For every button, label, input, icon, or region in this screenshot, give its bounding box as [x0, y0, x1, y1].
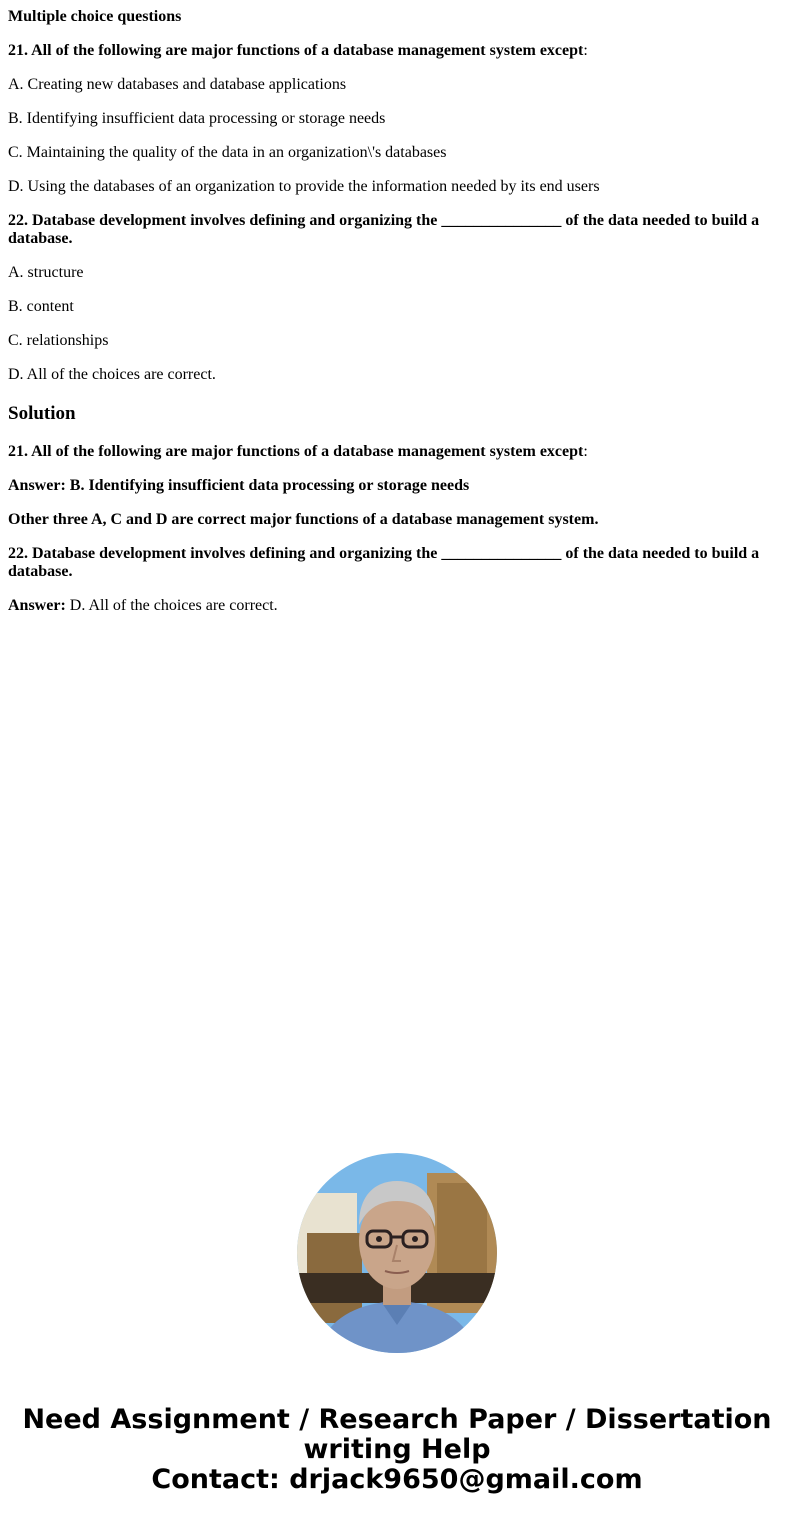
footer-line-2: writing Help [303, 1434, 491, 1465]
question-21-text: 21. All of the following are major functions of a database management system except [8, 42, 584, 59]
q21-option-b: B. Identifying insufficient data processing or storage needs [8, 110, 386, 127]
solution-q21-text: 21. All of the following are major functions of a database management system except [8, 443, 584, 460]
solution-heading: Solution [8, 403, 76, 424]
solution-q21-answer: Answer: B. Identifying insufficient data processing or storage needs [8, 477, 470, 494]
q22-option-b: B. content [8, 298, 74, 315]
heading: Multiple choice questions [8, 8, 182, 25]
avatar-photo [297, 1153, 497, 1353]
question-21 [8, 42, 786, 60]
question-22: 22. Database development involves defining and organizing the _______________ of the data needed to build a database. [8, 212, 760, 247]
footer-banner [0, 1405, 794, 1495]
solution-q22: 22. Database development involves defining and organizing the _______________ of the data needed to build a database. [8, 545, 760, 580]
solution-q22-answer [8, 597, 786, 615]
solution-q22-answer-text: D. All of the choices are correct. [65, 597, 278, 614]
solution-q21 [8, 443, 786, 461]
q21-option-a: A. Creating new databases and database applications [8, 76, 347, 93]
solution-q21-note: Other three A, C and D are correct major functions of a database management system. [8, 511, 599, 528]
footer-line-1: Need Assignment / Research Paper / Dissertation [22, 1404, 772, 1435]
solution-q21-colon: : [583, 443, 588, 460]
solution-q22-answer-label: Answer: [8, 597, 66, 614]
q21-option-c: C. Maintaining the quality of the data in an organization\'s databases [8, 144, 447, 161]
q22-option-a: A. structure [8, 264, 84, 281]
q22-option-d: D. All of the choices are correct. [8, 366, 216, 383]
footer-contact: Contact: drjack9650@gmail.com [151, 1464, 643, 1495]
q21-option-d: D. Using the databases of an organization to provide the information needed by its end users [8, 178, 600, 195]
question-21-colon: : [583, 42, 588, 59]
avatar [297, 1153, 497, 1353]
q22-option-c: C. relationships [8, 332, 109, 349]
